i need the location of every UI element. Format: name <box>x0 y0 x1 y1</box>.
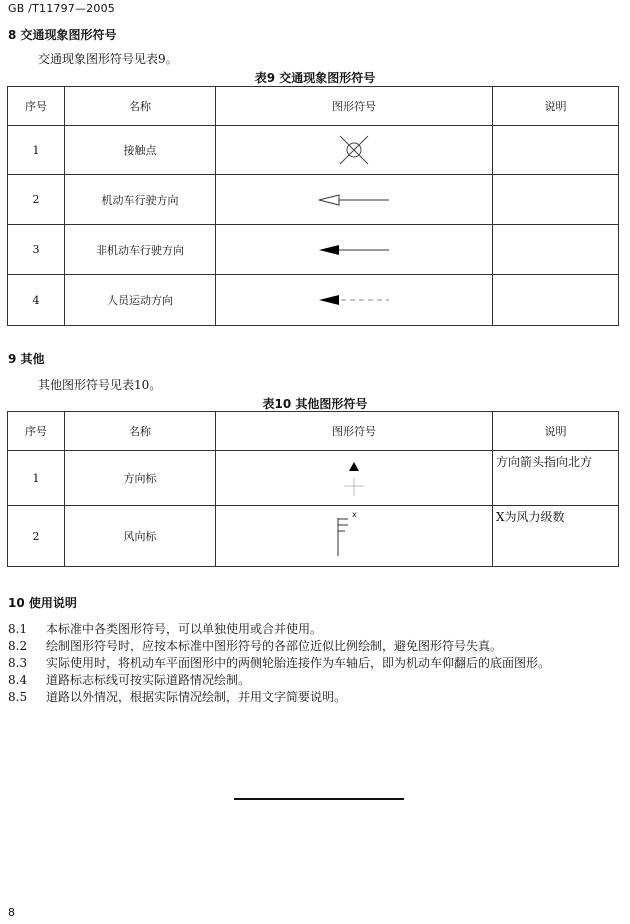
row-note <box>493 275 619 326</box>
table-10-caption: 表10 其他图形符号 <box>262 397 368 411</box>
column-header-note: 说明 <box>493 87 619 126</box>
table-10 <box>7 411 619 567</box>
table-row <box>8 275 619 326</box>
motor-vehicle-direction-icon <box>317 193 391 207</box>
column-header-name: 名称 <box>65 412 216 451</box>
row-symbol <box>216 175 493 225</box>
row-name: 人员运动方向 <box>65 275 216 326</box>
column-header-note: 说明 <box>493 412 619 451</box>
table-row <box>8 126 619 175</box>
contact-point-icon <box>334 130 374 170</box>
table-row <box>8 225 619 275</box>
row-name: 非机动车行驶方向 <box>65 225 216 275</box>
column-header-number: 序号 <box>8 412 65 451</box>
table-9 <box>7 86 619 326</box>
row-note: X为风力级数 <box>493 506 619 567</box>
row-note <box>493 175 619 225</box>
non-motor-vehicle-direction-icon <box>317 243 391 257</box>
row-note <box>493 225 619 275</box>
section-8-intro: 交通现象图形符号见表9。 <box>38 52 178 66</box>
wind-vane-icon <box>334 514 364 558</box>
page-number: 8 <box>8 906 15 919</box>
usage-item <box>8 620 322 637</box>
table-9-caption: 表9 交通现象图形符号 <box>254 71 376 85</box>
column-header-name: 名称 <box>65 87 216 126</box>
section-9-heading: 9 其他 <box>8 352 45 366</box>
usage-item <box>8 671 250 688</box>
row-number: 1 <box>8 451 65 506</box>
usage-item-text: 本标准中各类图形符号，可以单独使用或合并使用。 <box>46 622 323 636</box>
usage-item-number: 8.1 <box>8 622 28 636</box>
usage-item <box>8 654 550 671</box>
table-10-header-row <box>8 412 619 451</box>
usage-item-number: 8.2 <box>8 639 28 653</box>
usage-item-number: 8.4 <box>8 673 28 687</box>
wind-force-mark: x <box>352 510 357 519</box>
usage-item-number: 8.3 <box>8 656 28 670</box>
end-rule <box>234 798 404 800</box>
row-number: 4 <box>8 275 65 326</box>
column-header-symbol: 图形符号 <box>216 412 493 451</box>
usage-item-number: 8.5 <box>8 690 28 704</box>
usage-item <box>8 637 502 654</box>
wind-vane-symbol <box>334 510 374 558</box>
row-name: 接触点 <box>65 126 216 175</box>
usage-item-text: 道路以外情况，根据实际情况绘制，并用文字简要说明。 <box>46 690 347 704</box>
row-name: 方向标 <box>65 451 216 506</box>
row-name: 机动车行驶方向 <box>65 175 216 225</box>
section-8-heading: 8 交通现象图形符号 <box>8 28 117 42</box>
table-row <box>8 451 619 506</box>
row-symbol <box>216 126 493 175</box>
north-arrow-icon <box>339 458 369 498</box>
section-10-heading: 10 使用说明 <box>8 596 77 610</box>
usage-item <box>8 688 346 705</box>
column-header-number: 序号 <box>8 87 65 126</box>
row-symbol <box>216 451 493 506</box>
row-note: 方向箭头指向北方 <box>493 451 619 506</box>
row-name: 风向标 <box>65 506 216 567</box>
row-note <box>493 126 619 175</box>
row-number: 2 <box>8 175 65 225</box>
section-9-intro: 其他图形符号见表10。 <box>38 378 162 392</box>
row-number: 3 <box>8 225 65 275</box>
table-row <box>8 175 619 225</box>
row-number: 2 <box>8 506 65 567</box>
usage-item-text: 道路标志标线可按实际道路情况绘制。 <box>46 673 251 687</box>
pedestrian-direction-icon <box>317 293 391 307</box>
row-symbol <box>216 225 493 275</box>
table-9-header-row <box>8 87 619 126</box>
row-number: 1 <box>8 126 65 175</box>
row-symbol <box>216 506 493 567</box>
row-symbol <box>216 275 493 326</box>
standard-code-header: GB /T11797—2005 <box>8 2 115 15</box>
column-header-symbol: 图形符号 <box>216 87 493 126</box>
usage-item-text: 绘制图形符号时，应按本标准中图形符号的各部位近似比例绘制，避免图形符号失真。 <box>46 639 503 653</box>
table-row <box>8 506 619 567</box>
usage-item-text: 实际使用时，将机动车平面图形中的两侧轮胎连接作为车轴后，即为机动车仰翻后的底面图形。 <box>46 656 551 670</box>
